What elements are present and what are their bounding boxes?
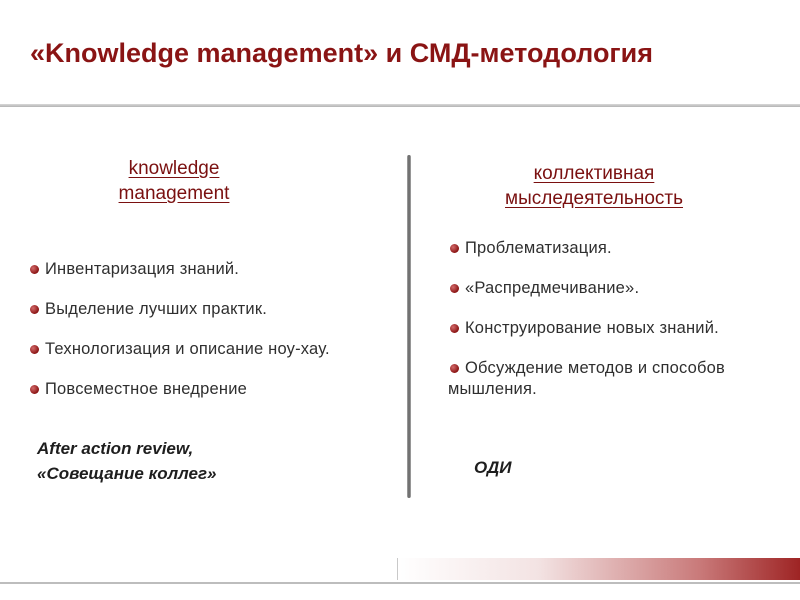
left-method-note: [37, 436, 217, 486]
bullet-dot-icon: [450, 324, 459, 333]
right-bullet-text: Обсуждение методов и способов: [465, 359, 725, 377]
right-heading-line-1: коллективная: [533, 163, 655, 184]
left-method-line-1: After action review,: [37, 439, 194, 458]
left-bullet-item: [28, 259, 403, 280]
left-bullet-list: [28, 259, 403, 419]
left-method-line-2: «Совещание коллег»: [37, 464, 217, 483]
right-column-heading: [466, 161, 722, 211]
right-bullet-item: [448, 318, 788, 339]
bullet-dot-icon: [30, 345, 39, 354]
vertical-column-divider: [407, 155, 411, 498]
right-bullet-text: Конструирование новых знаний.: [465, 319, 719, 337]
bullet-dot-icon: [450, 364, 459, 373]
left-bullet-item: [28, 379, 403, 400]
title-divider: [0, 104, 800, 107]
bullet-dot-icon: [30, 305, 39, 314]
right-heading-line-2: мыследеятельность: [505, 188, 683, 209]
footer-gradient-bar: [397, 558, 800, 580]
right-bullet-text: «Распредмечивание».: [465, 279, 640, 297]
right-bullet-item: [448, 278, 788, 299]
left-column-heading: [86, 156, 262, 206]
right-bullet-item: [448, 358, 788, 400]
left-heading-line-1: knowledge: [128, 158, 220, 179]
right-bullet-list: [448, 238, 788, 419]
left-bullet-text: Инвентаризация знаний.: [45, 260, 240, 278]
right-method-note: ОДИ: [474, 458, 512, 477]
left-heading-line-2: management: [118, 183, 230, 204]
left-bullet-item: [28, 339, 403, 360]
left-bullet-text: Повсеместное внедрение: [45, 380, 247, 398]
slide-title: «Knowledge management» и СМД-методология: [30, 38, 654, 68]
right-bullet-text-continuation: мышления.: [448, 380, 537, 398]
right-bullet-item: [448, 238, 788, 259]
left-bullet-item: [28, 299, 403, 320]
bullet-dot-icon: [30, 385, 39, 394]
left-bullet-text: Выделение лучших практик.: [45, 300, 268, 318]
right-bullet-text: Проблематизация.: [465, 239, 612, 257]
footer-rule: [0, 582, 800, 584]
left-bullet-text: Технологизация и описание ноу-хау.: [45, 340, 330, 358]
bullet-dot-icon: [450, 244, 459, 253]
bullet-dot-icon: [30, 265, 39, 274]
bullet-dot-icon: [450, 284, 459, 293]
